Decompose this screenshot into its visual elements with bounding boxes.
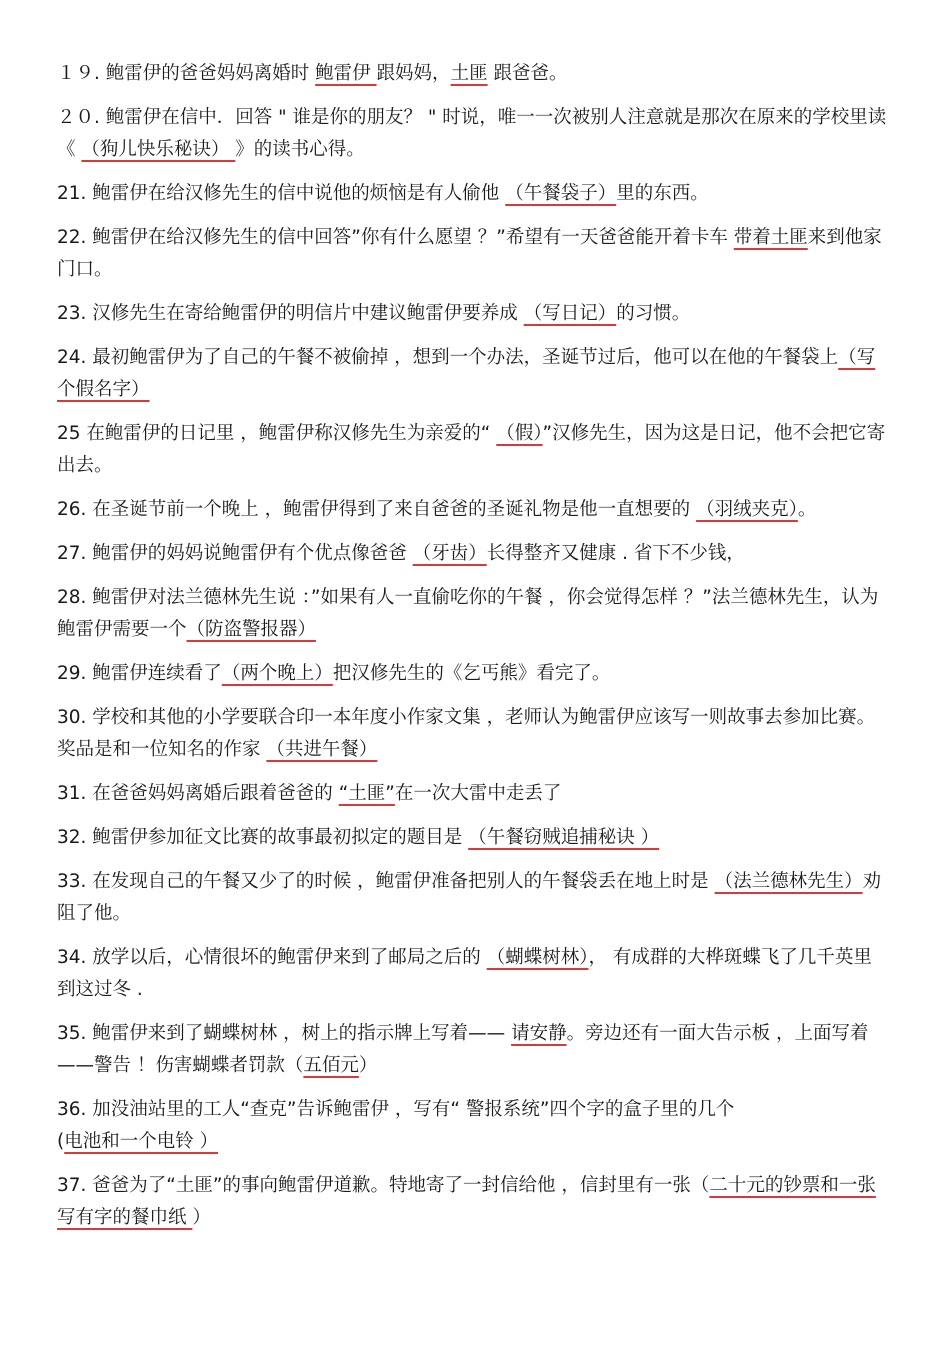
question-23	[57, 298, 890, 330]
question-text: 的习惯。	[616, 303, 691, 324]
answer-text: （蝴蝶树林）	[486, 947, 589, 968]
question-36	[57, 1094, 890, 1158]
question-text: 31. 在爸爸妈妈离婚后跟着爸爸的	[57, 783, 339, 804]
question-text: ， 有成群的大桦斑蝶飞了几千英里到这过冬 .	[57, 947, 872, 1000]
question-text: 28. 鲍雷伊对法兰德林先生说 ：”如果有人一直偷吃你的午餐 ，你会觉得怎样 ？”法兰德林先生，认为鲍雷伊需要一个	[57, 587, 879, 640]
answer-text: （防盗警报器）	[186, 619, 317, 640]
question-text: 跟妈妈，	[376, 63, 451, 84]
question-text: 27. 鲍雷伊的妈妈说鲍雷伊有个优点像爸爸	[57, 543, 413, 564]
question-text: 30. 学校和其他的小学要联合印一本年度小作家文集 ，老师认为鲍雷伊应该写一则故事去参加比赛。奖品是和一位知名的作家	[57, 707, 876, 760]
question-text: 劝阻了他。	[57, 871, 882, 924]
answer-text: 电池和一个电铃 ）	[64, 1131, 219, 1152]
question-28	[57, 582, 890, 646]
question-text: 跟爸爸。	[487, 63, 568, 84]
question-text: ”汉修先生，因为这是日记，他不会把它寄出去。	[57, 423, 886, 476]
question-37	[57, 1170, 890, 1234]
answer-text: （假）	[496, 423, 543, 444]
question-text: 37. 爸爸为了“土匪”的事向鲍雷伊道歉。特地寄了一封信给他 ，信封里有一张（	[57, 1175, 710, 1196]
question-text: 把汉修先生的《乞丐熊》看完了。	[332, 663, 611, 684]
answer-text: 带着土匪	[733, 227, 808, 248]
question-text: 36. 加没油站里的工人“查克”告诉鲍雷伊 ，写有“ 警报系统”四个字的盒子里的几个(	[57, 1099, 735, 1152]
answer-text: 五佰元	[303, 1055, 359, 1076]
answer-text: 鲍雷伊	[315, 63, 377, 84]
question-text: 26. 在圣诞节前一个晚上 ，鲍雷伊得到了来自爸爸的圣诞礼物是他一直想要的	[57, 499, 697, 520]
question-25	[57, 418, 890, 482]
question-text: 在一次大雷中走丢了	[394, 783, 562, 804]
question-text: 来到他家门口。	[57, 227, 882, 280]
answer-text: （牙齿）	[412, 543, 487, 564]
answer-text: 二十元的钞票和一张写有字的餐巾纸	[57, 1175, 876, 1228]
question-text: 25 在鲍雷伊的日记里 ，鲍雷伊称汉修先生为亲爱的“	[57, 423, 497, 444]
question-text: ２０. 鲍雷伊在信中．回答 " 谁是你的朋友？ " 时说，唯一一次被别人注意就是那次在原来的学校里读《	[57, 107, 887, 160]
question-text: 23. 汉修先生在寄给鲍雷伊的明信片中建议鲍雷伊要养成	[57, 303, 524, 324]
question-24	[57, 342, 890, 406]
answer-text: “土匪”	[338, 783, 395, 804]
answer-text: （写个假名字）	[57, 347, 876, 400]
question-text: 。	[797, 499, 817, 520]
question-text: 长得整齐又健康 . 省下不少钱，	[486, 543, 745, 564]
answer-text: 土匪	[450, 63, 488, 84]
question-text: 。旁边还有一面大告示板 ，上面写着——警告 ！伤害蝴蝶者罚款（	[57, 1023, 869, 1076]
answer-text: 请安静	[511, 1023, 567, 1044]
question-19	[57, 58, 890, 90]
question-22	[57, 222, 890, 286]
question-21	[57, 178, 890, 210]
answer-text: （法兰德林先生）	[714, 871, 863, 892]
answer-text: （羽绒夹克）	[696, 499, 798, 520]
question-text: 34. 放学以后，心情很坏的鲍雷伊来到了邮局之后的	[57, 947, 487, 968]
question-text: 33. 在发现自己的午餐又少了的时候 ，鲍雷伊准备把别人的午餐袋丢在地上时是	[57, 871, 715, 892]
question-35	[57, 1018, 890, 1082]
question-text: １９. 鲍雷伊的爸爸妈妈离婚时	[57, 63, 316, 84]
answer-text: （两个晚上）	[221, 663, 333, 684]
question-text: 32. 鲍雷伊参加征文比赛的故事最初拟定的题目是	[57, 827, 469, 848]
question-text: 29. 鲍雷伊连续看了	[57, 663, 222, 684]
question-text: 24. 最初鲍雷伊为了自己的午餐不被偷掉 ，想到一个办法，圣诞节过后，他可以在他的午餐袋上	[57, 347, 839, 368]
question-34	[57, 942, 890, 1006]
question-27	[57, 538, 890, 570]
question-text: 》的读书心得。	[235, 139, 365, 160]
answer-text: （写日记）	[523, 303, 617, 324]
question-text: 35. 鲍雷伊来到了蝴蝶树林 ，树上的指示牌上写着——	[57, 1023, 512, 1044]
question-31	[57, 778, 890, 810]
question-30	[57, 702, 890, 766]
answer-text: （狗儿快乐秘诀）	[81, 139, 236, 160]
question-29	[57, 658, 890, 690]
question-text: ）	[358, 1055, 378, 1076]
answer-text: （午餐窃贼追捕秘诀 ）	[468, 827, 660, 848]
answer-text: （共进午餐）	[266, 739, 378, 760]
question-text: 22. 鲍雷伊在给汉修先生的信中回答”你有什么愿望 ？”希望有一天爸爸能开着卡车	[57, 227, 734, 248]
answer-text: （午餐袋子）	[505, 183, 617, 204]
question-33	[57, 866, 890, 930]
question-20	[57, 102, 890, 166]
question-text: 里的东西。	[616, 183, 709, 204]
question-text: 21. 鲍雷伊在给汉修先生的信中说他的烦恼是有人偷他	[57, 183, 506, 204]
question-26	[57, 494, 890, 526]
question-32	[57, 822, 890, 854]
question-text: ）	[192, 1207, 211, 1228]
